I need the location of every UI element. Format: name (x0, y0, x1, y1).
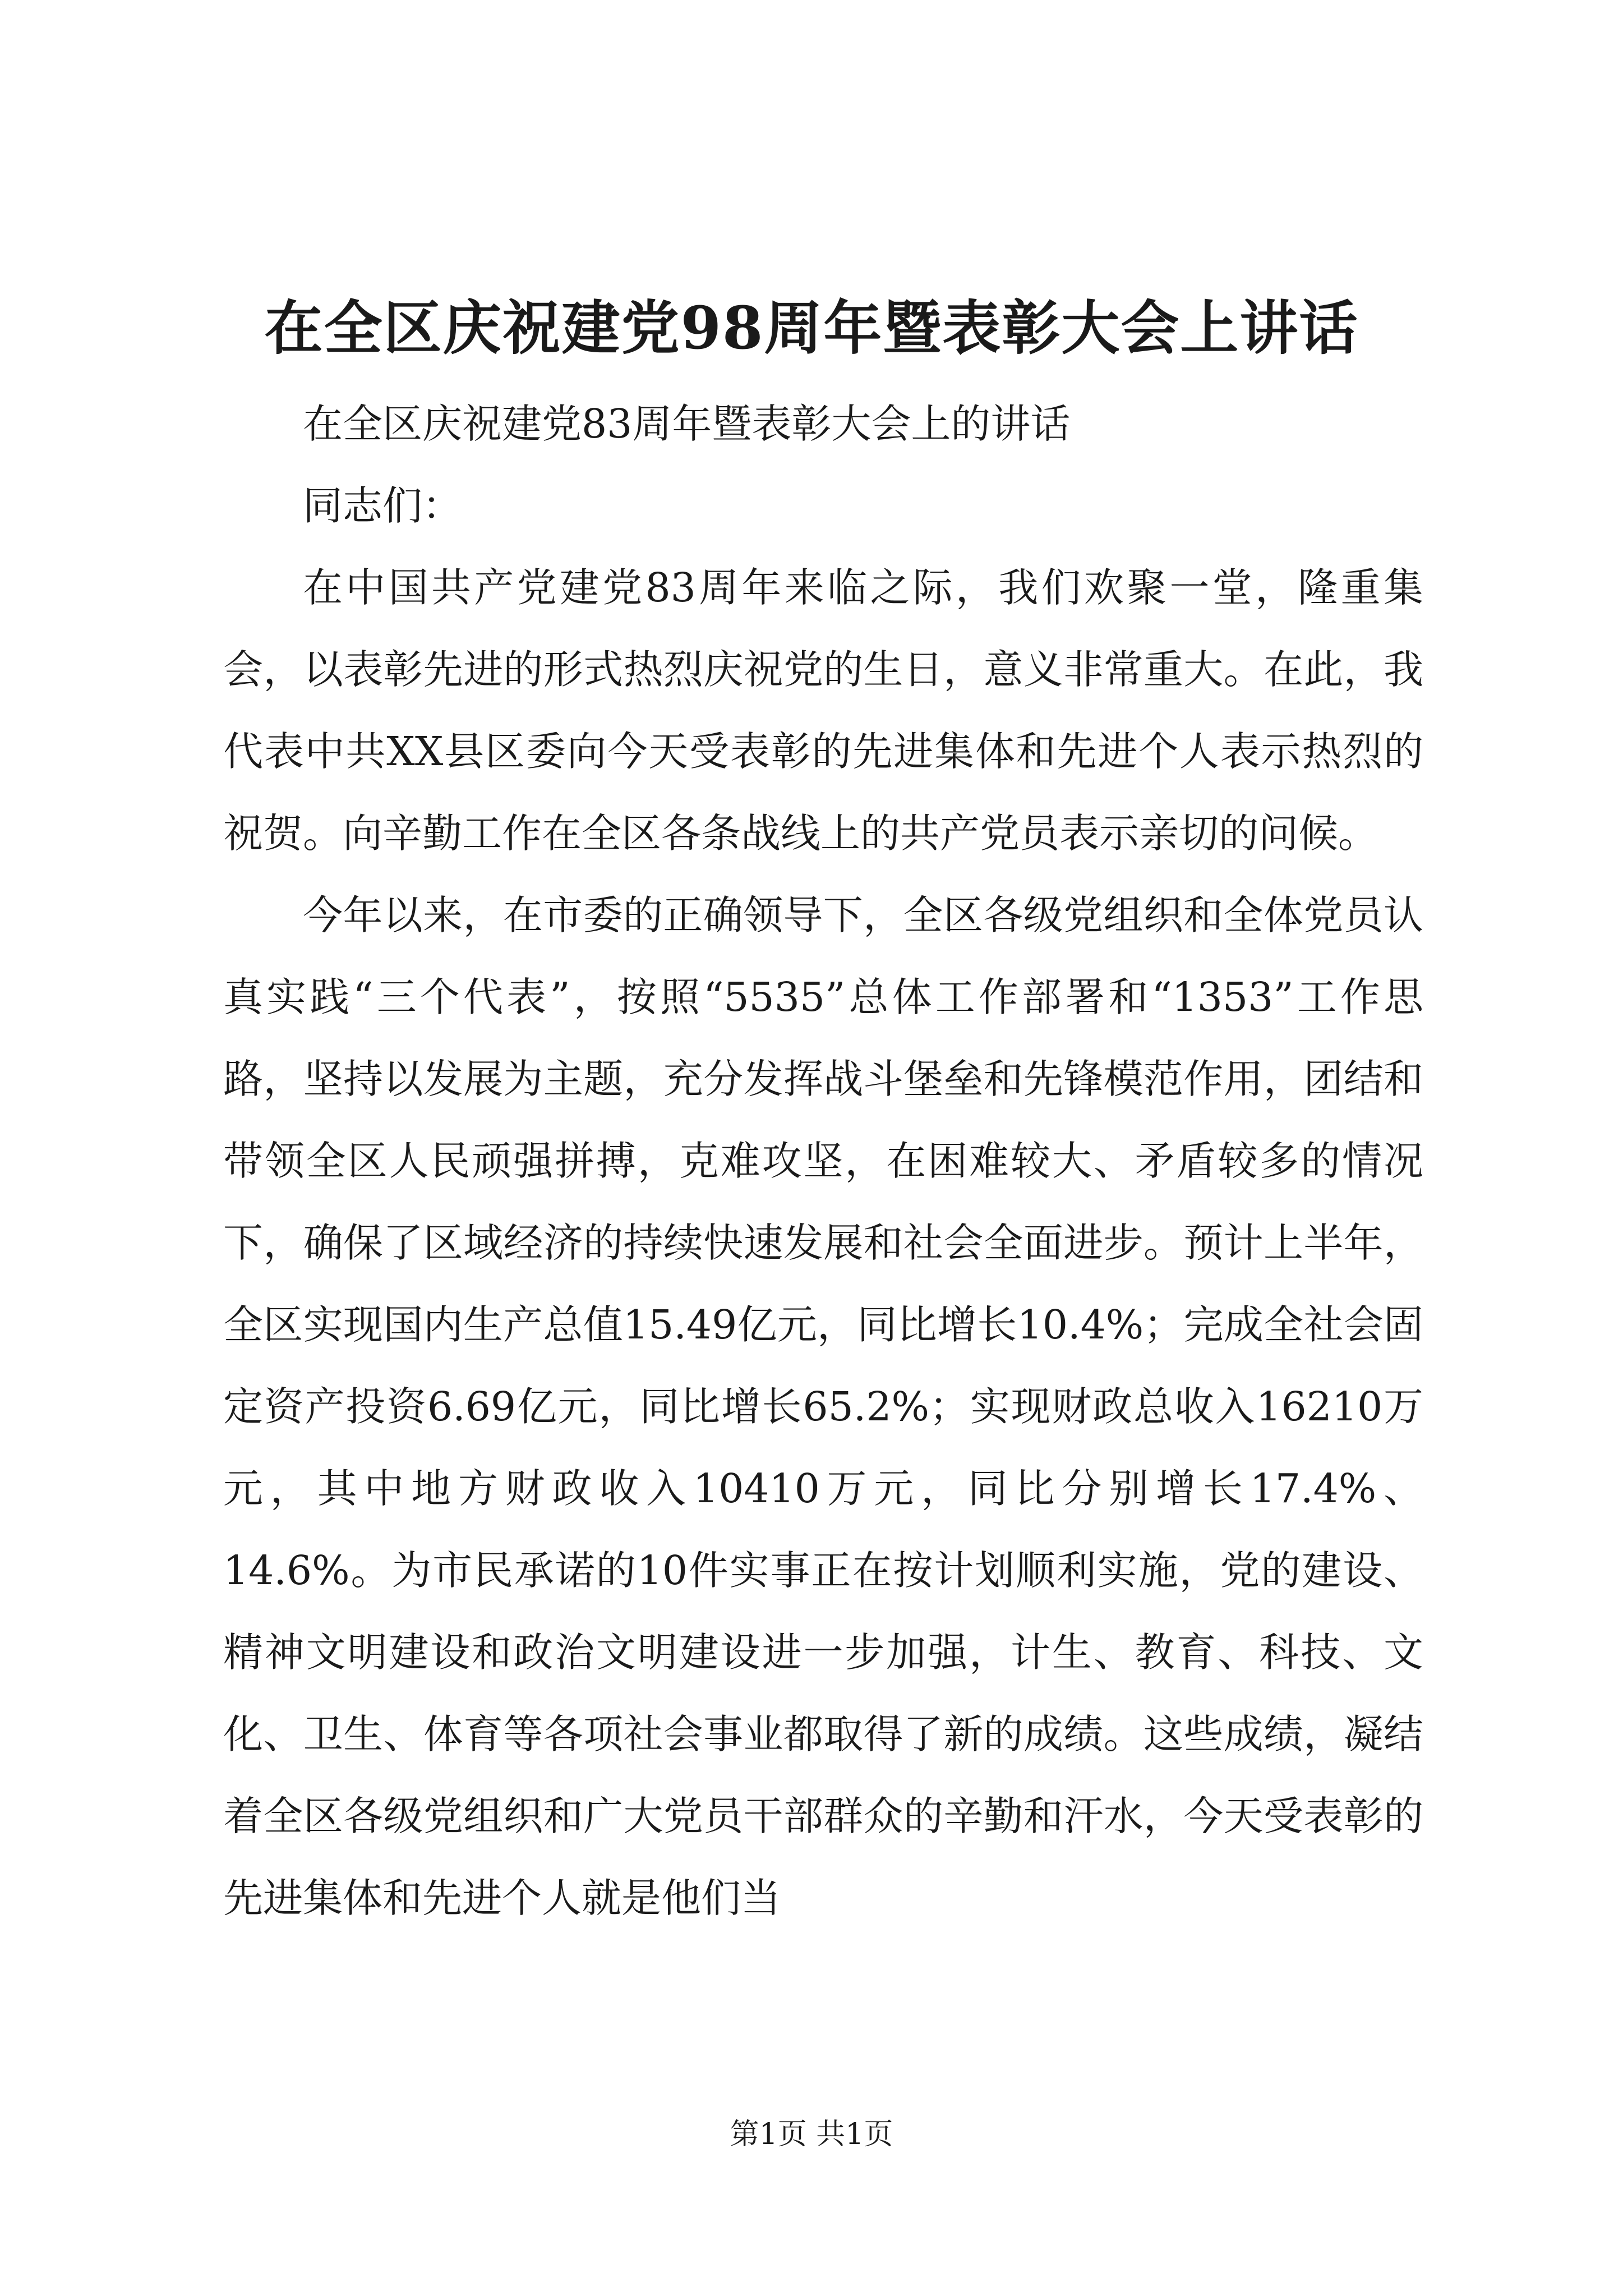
document-body (223, 383, 1423, 1939)
body-paragraph: 今年以来，在市委的正确领导下，全区各级党组织和全体党员认真实践“三个代表”，按照“5535”总体工作部署和“1353”工作思路，坚持以发展为主题，充分发挥战斗堡垒和先锋模范作用，团结和带领全区人民顽强拼搏，克难攻坚，在困难较大、矛盾较多的情况下，确保了区域经济的持续快速发展和社会全面进步。预计上半年，全区实现国内生产总值15.49亿元，同比增长10.4%；完成全社会固定资产投资6.69亿元，同比增长65.2%；实现财政总收入16210万元，其中地方财政收入10410万元，同比分别增长17.4%、14.6%。为市民承诺的10件实事正在按计划顺利实施，党的建设、精神文明建设和政治文明建设进一步加强，计生、教育、科技、文化、卫生、体育等各项社会事业都取得了新的成绩。这些成绩，凝结着全区各级党组织和广大党员干部群众的辛勤和汗水，今天受表彰的先进集体和先进个人就是他们当 (223, 892, 1423, 1921)
subtitle-paragraph: 在全区庆祝建党83周年暨表彰大会上的讲话 (303, 401, 1071, 447)
page-footer: 第1页 共1页 (730, 2118, 893, 2151)
document-title: 在全区庆祝建党98周年暨表彰大会上讲话 (264, 293, 1359, 362)
body-paragraph: 在中国共产党建党83周年来临之际，我们欢聚一堂，隆重集会，以表彰先进的形式热烈庆祝党的生日，意义非常重大。在此，我代表中共XX县区委向今天受表彰的先进集体和先进个人表示热烈的祝贺。向辛勤工作在全区各条战线上的共产党员表示亲切的问候。 (223, 564, 1423, 857)
salutation-paragraph: 同志们： (303, 482, 463, 529)
